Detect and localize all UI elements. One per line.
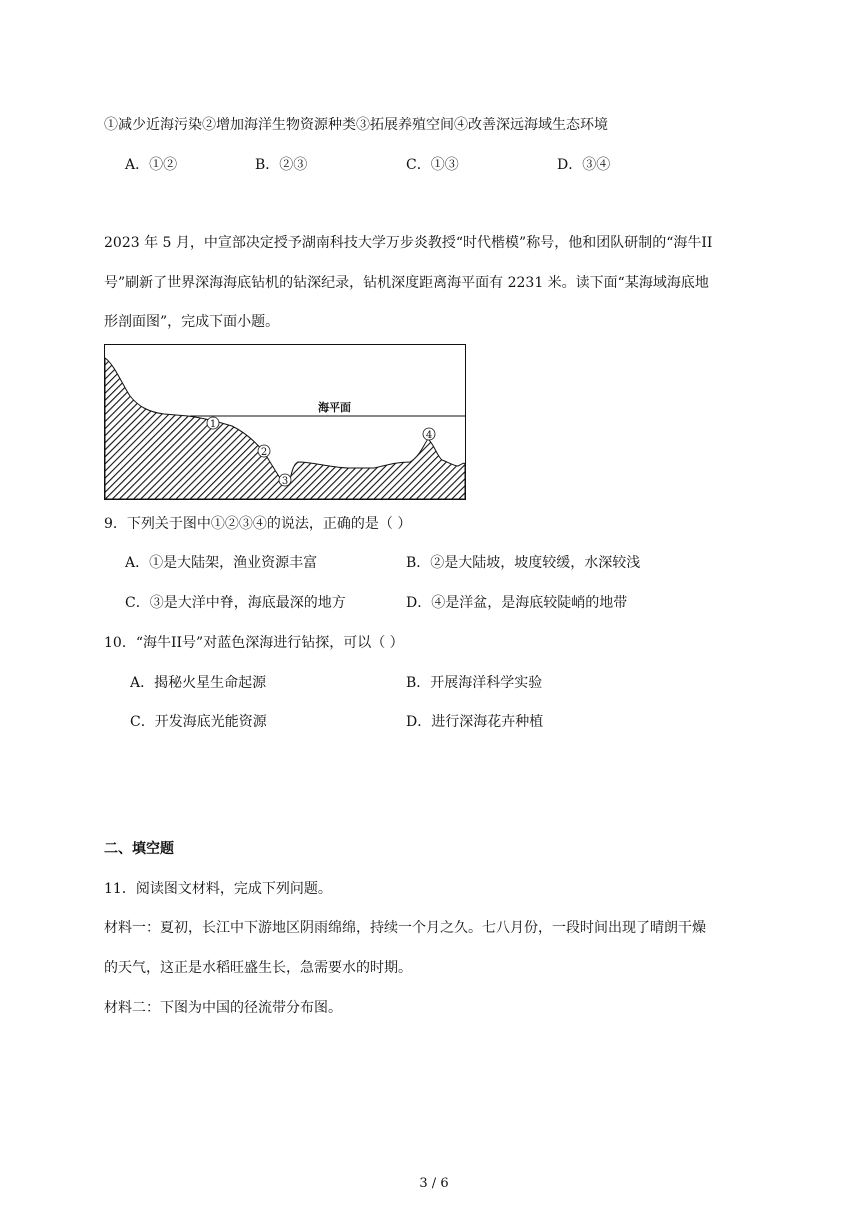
passage-line-1: 2023 年 5 月，中宣部决定授予湖南科技大学万步炎教授“时代楷模”称号，他和团队研制的“海牛II <box>104 235 713 251</box>
svg-text:3: 3 <box>281 476 289 487</box>
q10-option-d: D．进行深海花卉种植 <box>406 714 544 730</box>
seafloor-profile-diagram <box>104 344 466 500</box>
passage-line-3: 形剖面图”，完成下面小题。 <box>104 314 280 330</box>
q8-statement: ①减少近海污染②增加海洋生物资源种类③拓展养殖空间④改善深远海域生态环境 <box>104 117 608 133</box>
passage-line-2: 号”刷新了世界深海海底钻机的钻深纪录，钻机深度距离海平面有 2231 米。读下面“某海域海底地 <box>104 275 709 291</box>
q11-material1-line-2: 的天气，这正是水稻旺盛生长，急需要水的时期。 <box>104 960 412 976</box>
svg-text:4: 4 <box>425 430 433 441</box>
svg-text:2: 2 <box>260 447 268 458</box>
q10-option-c: C．开发海底光能资源 <box>130 714 267 730</box>
q8-option-c: C．①③ <box>406 157 459 173</box>
svg-text:1: 1 <box>209 419 217 430</box>
q11-stem: 11．阅读图文材料，完成下列问题。 <box>104 881 332 897</box>
section-heading: 二、填空题 <box>104 841 174 857</box>
q10-option-a: A．揭秘火星生命起源 <box>130 675 267 691</box>
q9-stem: 9．下列关于图中①②③④的说法，正确的是（ ） <box>104 516 412 532</box>
q8-option-a: A．①② <box>125 157 178 173</box>
sea-level-label: 海平面 <box>318 401 351 414</box>
q9-option-a: A．①是大陆架，渔业资源丰富 <box>125 555 318 571</box>
q9-option-c: C．③是大洋中脊，海底最深的地方 <box>125 595 346 611</box>
q11-material2: 材料二：下图为中国的径流带分布图。 <box>104 1000 342 1016</box>
q8-option-d: D．③④ <box>557 157 611 173</box>
page-number: 3 / 6 <box>419 1176 449 1191</box>
q10-option-b: B．开展海洋科学实验 <box>406 675 543 691</box>
q9-option-b: B．②是大陆坡，坡度较缓，水深较浅 <box>406 555 641 571</box>
q11-material1-line-1: 材料一：夏初，长江中下游地区阴雨绵绵，持续一个月之久。七八月份，一段时间出现了晴朗干燥 <box>104 920 706 936</box>
q10-stem: 10．“海牛II号”对蓝色深海进行钻探，可以（ ） <box>104 635 404 651</box>
q8-option-b: B．②③ <box>255 157 308 173</box>
q9-option-d: D．④是洋盆，是海底较陡峭的地带 <box>406 595 628 611</box>
